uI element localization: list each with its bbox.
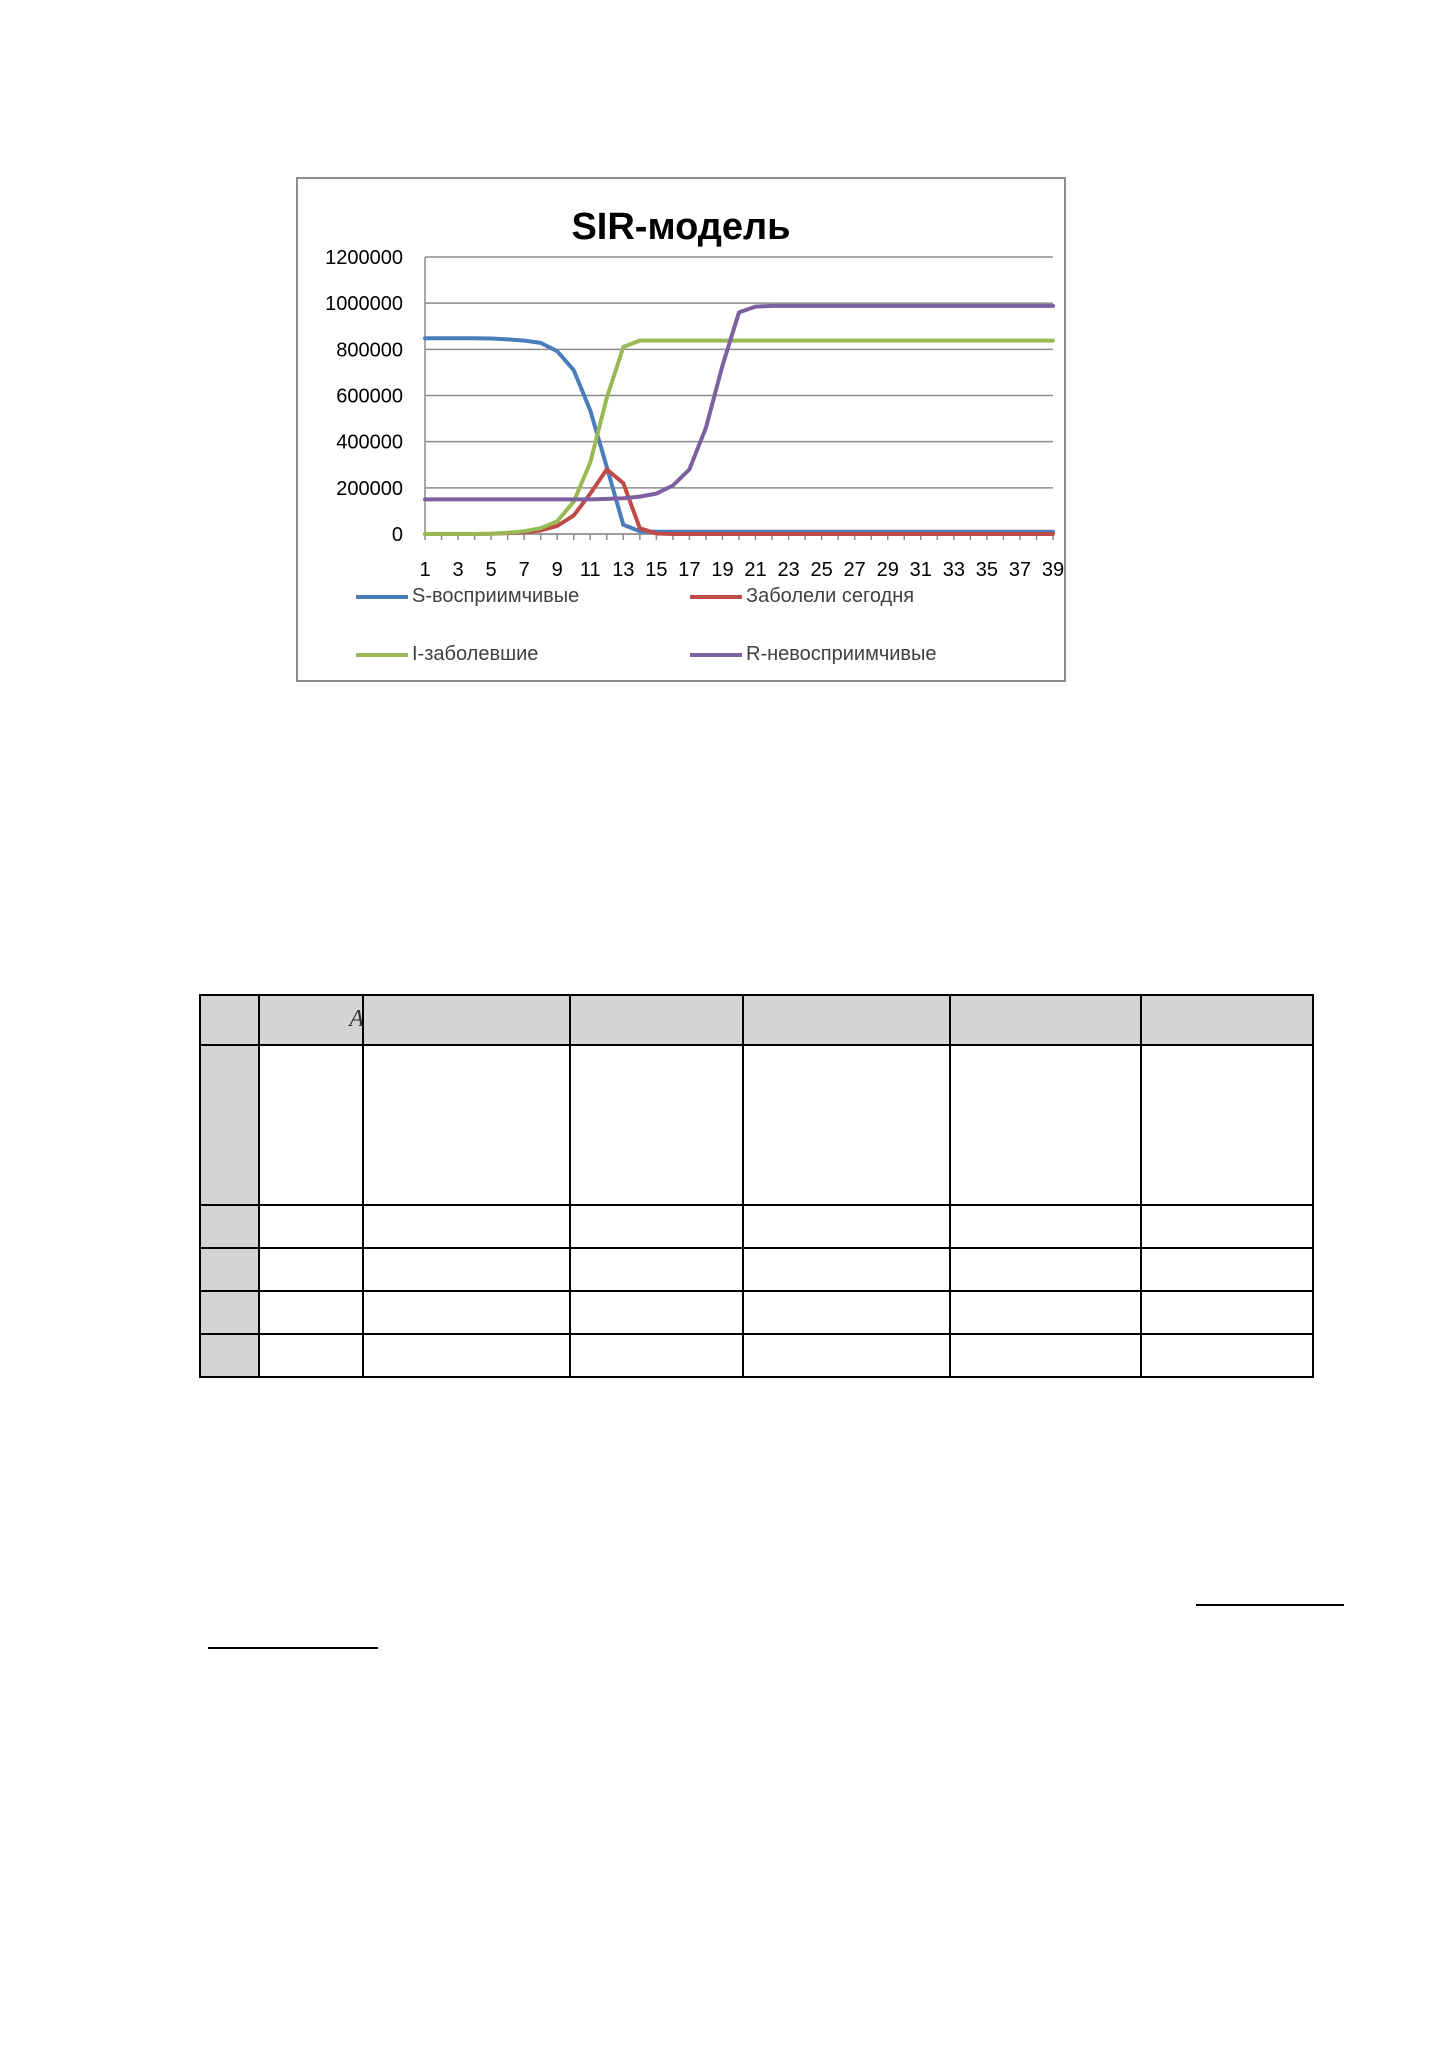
x-tick-label: 31 <box>909 559 932 581</box>
y-tick-label: 200000 <box>336 477 403 500</box>
table-cell[interactable] <box>743 1334 950 1377</box>
table-cell[interactable] <box>259 1045 363 1205</box>
table-cell[interactable] <box>1141 1045 1313 1205</box>
legend-label-new: Заболели сегодня <box>746 585 915 607</box>
legend-item-r <box>690 643 937 666</box>
x-tick-label: 11 <box>579 559 601 581</box>
table-cell[interactable] <box>743 1045 950 1205</box>
series-line-2 <box>425 341 1053 534</box>
chart-frame <box>296 177 1066 682</box>
table-cell[interactable] <box>570 1291 743 1334</box>
x-tick-label: 35 <box>975 559 999 581</box>
legend-label-r: R-невосприимчивые <box>746 643 937 665</box>
table-cell[interactable] <box>950 1291 1141 1334</box>
underline-rule-left <box>208 1647 378 1649</box>
x-tick-label: 15 <box>645 559 668 581</box>
table-cell[interactable] <box>950 1205 1141 1248</box>
table-cell[interactable] <box>259 1205 363 1248</box>
table-cell[interactable] <box>570 1248 743 1291</box>
table-cell[interactable] <box>743 1248 950 1291</box>
legend-swatch-new <box>690 595 742 599</box>
column-header-c[interactable] <box>570 995 743 1045</box>
table-cell[interactable] <box>363 1334 570 1377</box>
y-tick-label: 800000 <box>336 339 403 362</box>
column-header-b[interactable] <box>363 995 570 1045</box>
table-cell[interactable] <box>743 1205 950 1248</box>
row-header[interactable] <box>200 1334 259 1377</box>
x-tick-label: 21 <box>744 559 767 581</box>
legend-item-new <box>690 585 914 608</box>
y-tick-label: 600000 <box>336 385 403 408</box>
x-tick-label: 37 <box>1008 559 1032 581</box>
table-cell[interactable] <box>363 1291 570 1334</box>
legend-label-i: I-заболевшие <box>412 643 539 665</box>
legend-swatch-i <box>356 653 408 657</box>
table-cell[interactable] <box>259 1334 363 1377</box>
row-header[interactable] <box>200 1205 259 1248</box>
column-header-f[interactable] <box>1141 995 1313 1045</box>
column-header-e[interactable] <box>950 995 1141 1045</box>
table-cell[interactable] <box>950 1334 1141 1377</box>
table-cell[interactable] <box>743 1291 950 1334</box>
x-tick-label: 39 <box>1041 559 1064 581</box>
underline-rule-right <box>1196 1604 1344 1606</box>
x-tick-label: 13 <box>612 559 635 581</box>
table-cell[interactable] <box>363 1248 570 1291</box>
x-tick-label: 5 <box>485 559 497 581</box>
corner-cell[interactable] <box>200 995 259 1045</box>
table-cell[interactable] <box>1141 1205 1313 1248</box>
x-tick-label: 27 <box>843 559 866 581</box>
chart-title: SIR-модель <box>571 206 791 248</box>
legend-swatch-s <box>356 595 408 599</box>
legend-item-i <box>356 643 538 666</box>
y-tick-label: 400000 <box>336 431 403 454</box>
table-cell[interactable] <box>570 1045 743 1205</box>
row-header[interactable] <box>200 1291 259 1334</box>
column-header-d[interactable] <box>743 995 950 1045</box>
table-cell[interactable] <box>1141 1291 1313 1334</box>
table-cell[interactable] <box>363 1045 570 1205</box>
x-tick-label: 7 <box>518 559 530 581</box>
x-tick-label: 3 <box>452 559 464 581</box>
table-cell[interactable] <box>570 1334 743 1377</box>
row-header[interactable] <box>200 1045 259 1205</box>
y-tick-label: 1200000 <box>325 247 403 269</box>
table-cell[interactable] <box>950 1248 1141 1291</box>
y-tick-label: 1000000 <box>325 293 403 316</box>
table-cell[interactable] <box>259 1248 363 1291</box>
column-header-a[interactable] <box>259 995 363 1045</box>
legend-label-s: S-восприимчивые <box>412 585 580 607</box>
x-tick-label: 19 <box>711 559 734 581</box>
table-cell[interactable] <box>570 1205 743 1248</box>
series-line-1 <box>425 469 1053 534</box>
y-tick-label: 0 <box>391 524 403 546</box>
legend-item-s <box>356 585 579 608</box>
table-cell[interactable] <box>1141 1334 1313 1377</box>
table-cell[interactable] <box>363 1205 570 1248</box>
legend-swatch-r <box>690 653 742 657</box>
x-tick-label: 17 <box>678 559 701 581</box>
x-tick-label: 9 <box>551 559 563 581</box>
table-cell[interactable] <box>259 1291 363 1334</box>
x-tick-label: 25 <box>810 559 833 581</box>
series-line-3 <box>425 306 1053 500</box>
row-header[interactable] <box>200 1248 259 1291</box>
column-a-letter: A <box>349 1006 364 1032</box>
x-tick-label: 29 <box>876 559 899 581</box>
spreadsheet-grid <box>199 994 1314 1378</box>
x-tick-label: 23 <box>777 559 800 581</box>
table-cell[interactable] <box>1141 1248 1313 1291</box>
table-cell[interactable] <box>950 1045 1141 1205</box>
series-line-0 <box>425 338 1053 531</box>
x-tick-label: 1 <box>419 559 431 581</box>
x-tick-label: 33 <box>942 559 965 581</box>
